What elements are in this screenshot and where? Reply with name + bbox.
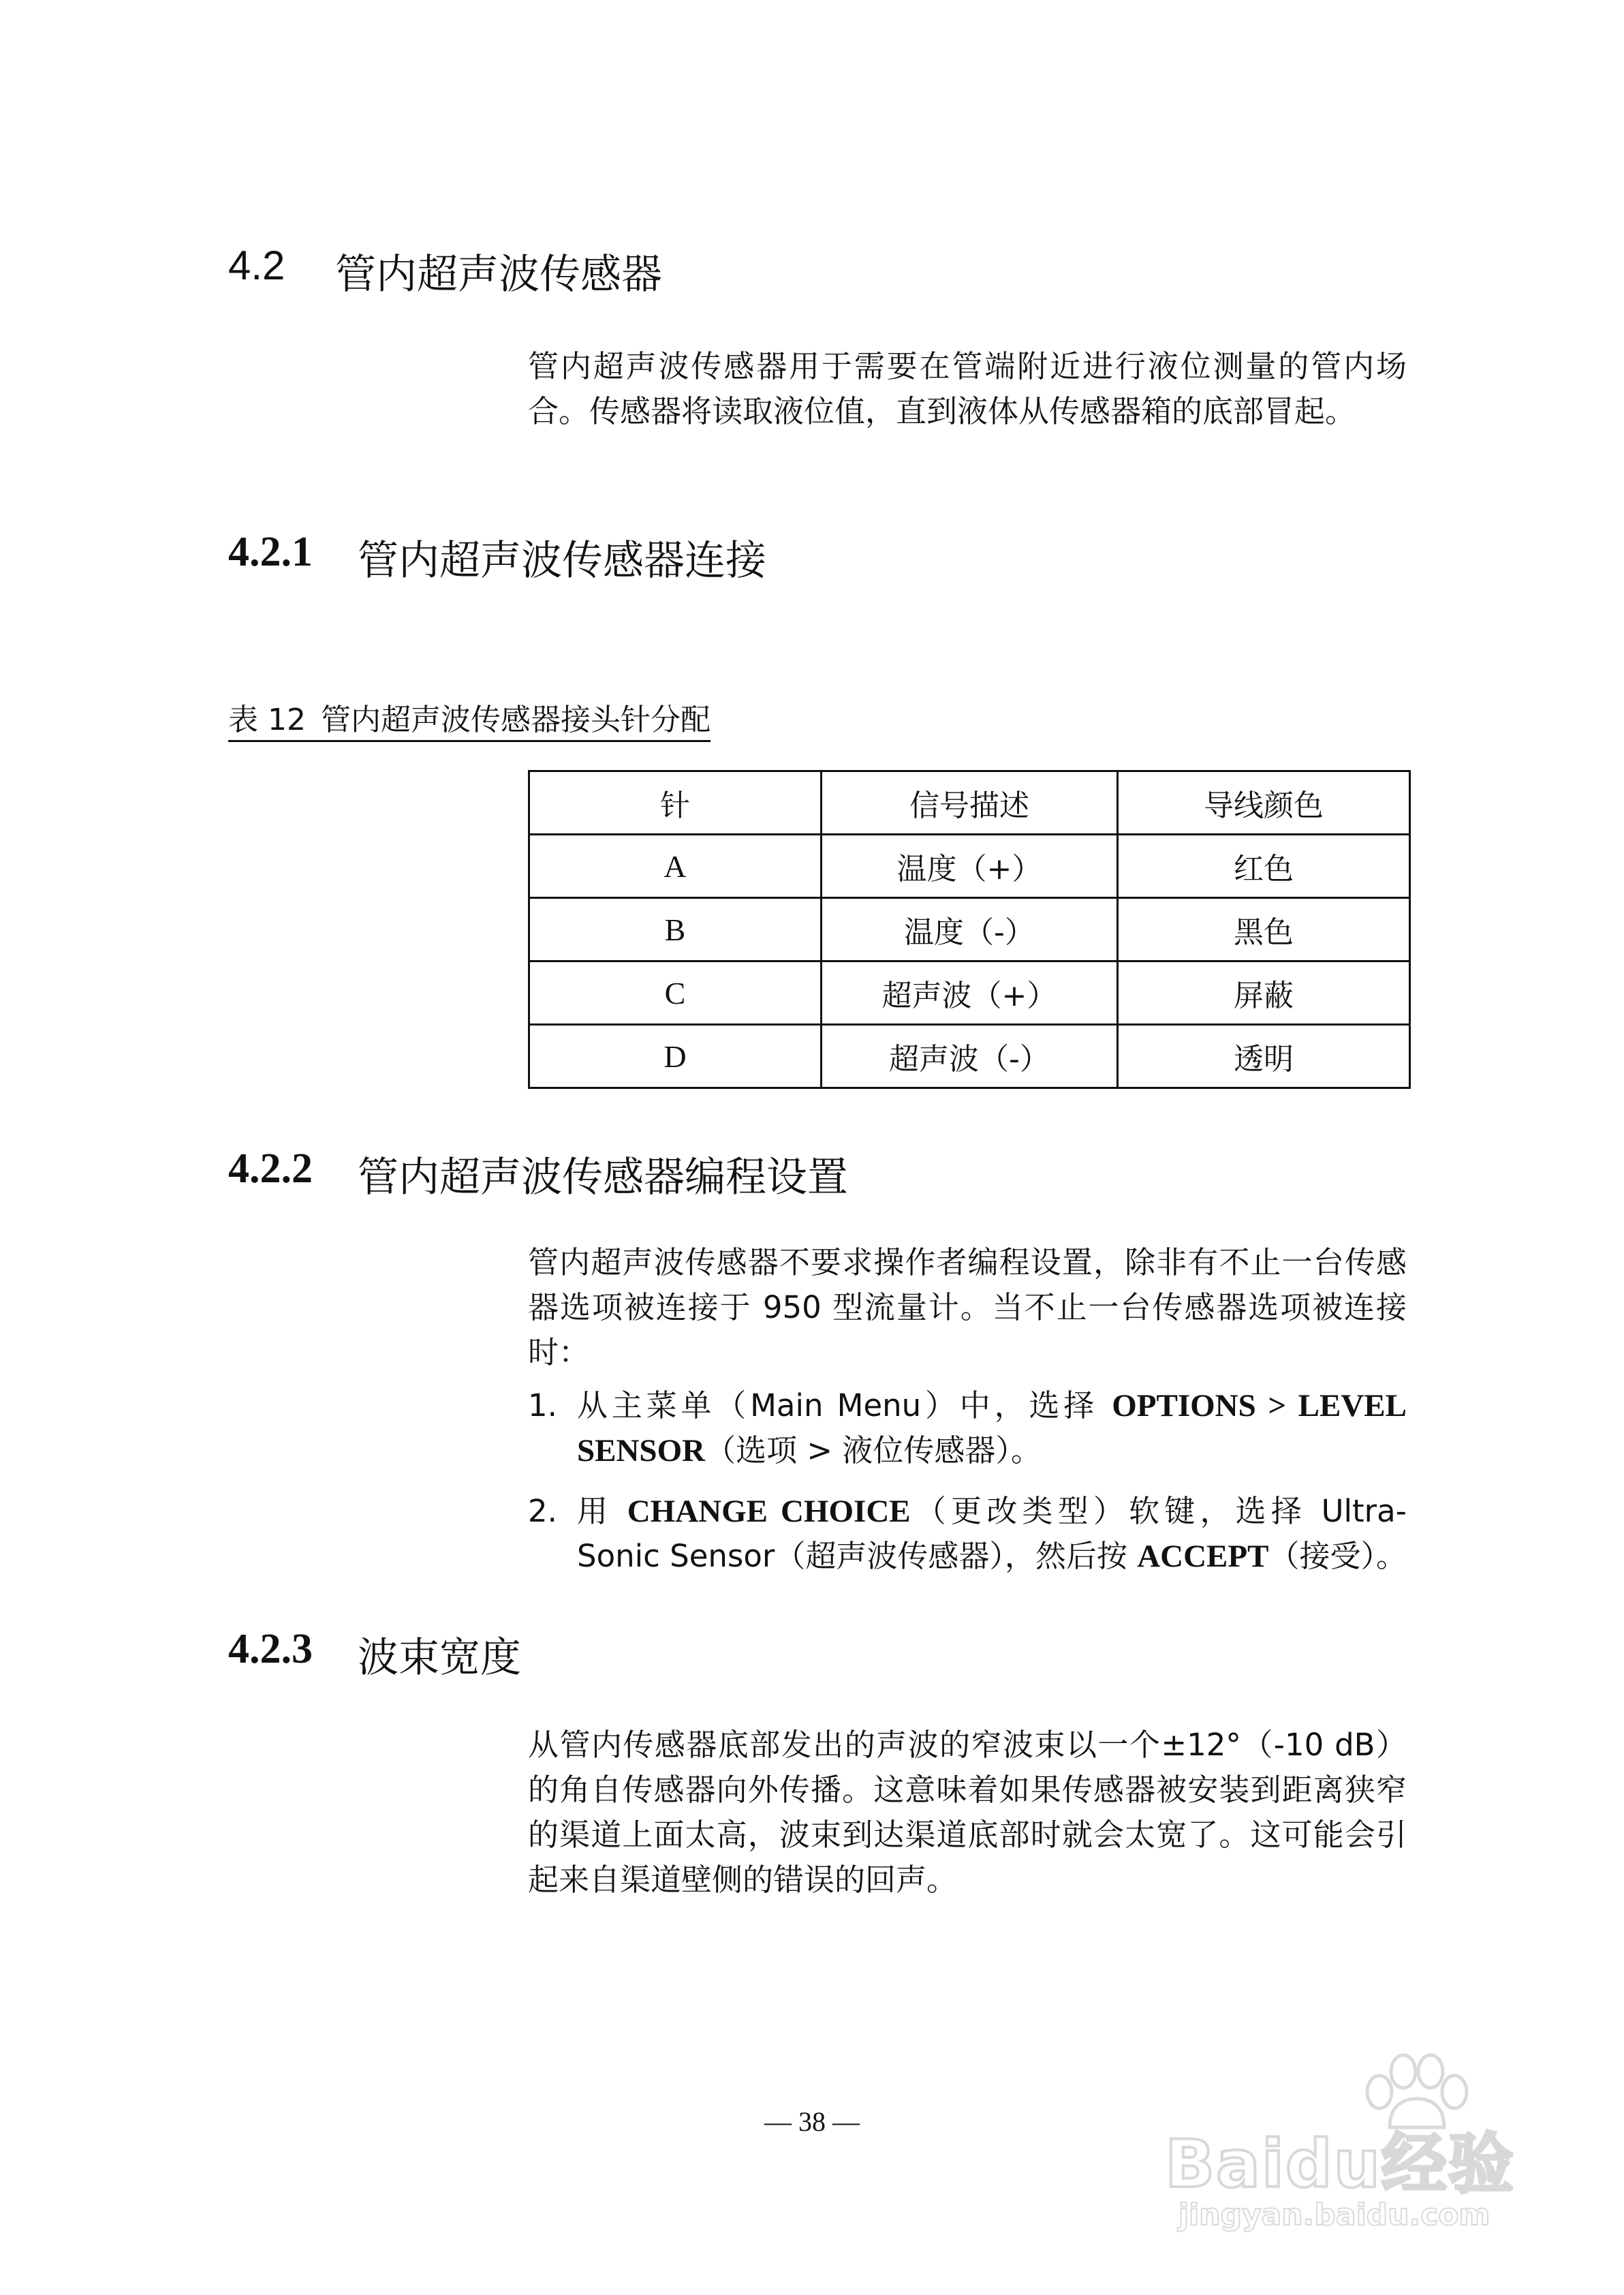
step-keyword: ACCEPT (1137, 1539, 1269, 1574)
table-cell-signal: 温度（+） (821, 835, 1117, 898)
table-row (529, 898, 1410, 961)
table-cell-wire-color: 红色 (1118, 835, 1410, 898)
table-cell-signal: 超声波（+） (821, 961, 1117, 1025)
step-text: 从主菜单（Main Menu）中，选择 OPTIONS > LEVEL SENSOR（选项 > 液位传感器）。 (577, 1387, 1407, 1468)
table-caption (228, 695, 710, 742)
table-cell-wire-color: 屏蔽 (1118, 961, 1410, 1025)
table-header-signal: 信号描述 (821, 771, 1117, 835)
table-caption-title: 管内超声波传感器接头针分配 (320, 703, 710, 737)
table-row (529, 961, 1410, 1025)
table-cell-pin: B (529, 898, 822, 961)
step-number: 2. (528, 1493, 557, 1529)
numbered-step (528, 1489, 1407, 1579)
section-4-2-number: 4.2 (228, 243, 285, 288)
section-4-2-2-body: 管内超声波传感器不要求操作者编程设置，除非有不止一台传感器选项被连接于 950 型流量计。当不止一台传感器选项被连接时： (528, 1244, 1407, 1370)
section-4-2-1-title: 管内超声波传感器连接 (358, 537, 766, 585)
numbered-step (528, 1383, 1407, 1473)
step-keyword: CHANGE CHOICE (627, 1494, 911, 1529)
step-number: 1. (528, 1387, 557, 1423)
table-row (529, 1025, 1410, 1088)
table-cell-wire-color: 黑色 (1118, 898, 1410, 961)
watermark (1151, 2051, 1560, 2232)
watermark-brand: Baidu经验 (1165, 2126, 1515, 2202)
section-4-2-3-title: 波束宽度 (358, 1634, 521, 1682)
table-header-row (529, 771, 1410, 835)
step-text: 用 CHANGE CHOICE（更改类型）软键，选择 Ultra-Sonic Sensor（超声波传感器），然后按 ACCEPT（接受）。 (577, 1493, 1407, 1574)
table-cell-pin: A (529, 835, 822, 898)
section-4-2-3-number: 4.2.3 (228, 1626, 313, 1672)
section-4-2-2-title: 管内超声波传感器编程设置 (358, 1154, 848, 1201)
section-4-2-1-number: 4.2.1 (228, 529, 313, 575)
table-row (529, 835, 1410, 898)
table-cell-wire-color: 透明 (1118, 1025, 1410, 1088)
section-4-2-3-body: 从管内传感器底部发出的声波的窄波束以一个±12°（-10 dB）的角自传感器向外传播。这意味着如果传感器被安装到距离狭窄的渠道上面太高，波束到达渠道底部时就会太宽了。这可能会引起来自渠道壁侧的错误的回声。 (528, 1727, 1407, 1898)
table-header-pin: 针 (529, 771, 822, 835)
table-cell-signal: 超声波（-） (821, 1025, 1117, 1088)
section-4-2-title: 管内超声波传感器 (335, 251, 662, 298)
table-cell-pin: C (529, 961, 822, 1025)
table-cell-pin: D (529, 1025, 822, 1088)
table-header-wire-color: 导线颜色 (1118, 771, 1410, 835)
table-caption-label: 表 12 (228, 703, 306, 737)
page-number: — 38 — (764, 2106, 860, 2137)
table-cell-signal: 温度（-） (821, 898, 1117, 961)
step-keyword: OPTIONS > LEVEL SENSOR (577, 1388, 1407, 1468)
section-4-2-2-number: 4.2.2 (228, 1145, 313, 1192)
watermark-url: jingyan.baidu.com (1178, 2198, 1490, 2232)
section-4-2-body: 管内超声波传感器用于需要在管端附近进行液位测量的管内场合。传感器将读取液位值，直到液体从传感器箱的底部冒起。 (528, 348, 1407, 429)
pin-assignment-table (528, 770, 1411, 1089)
